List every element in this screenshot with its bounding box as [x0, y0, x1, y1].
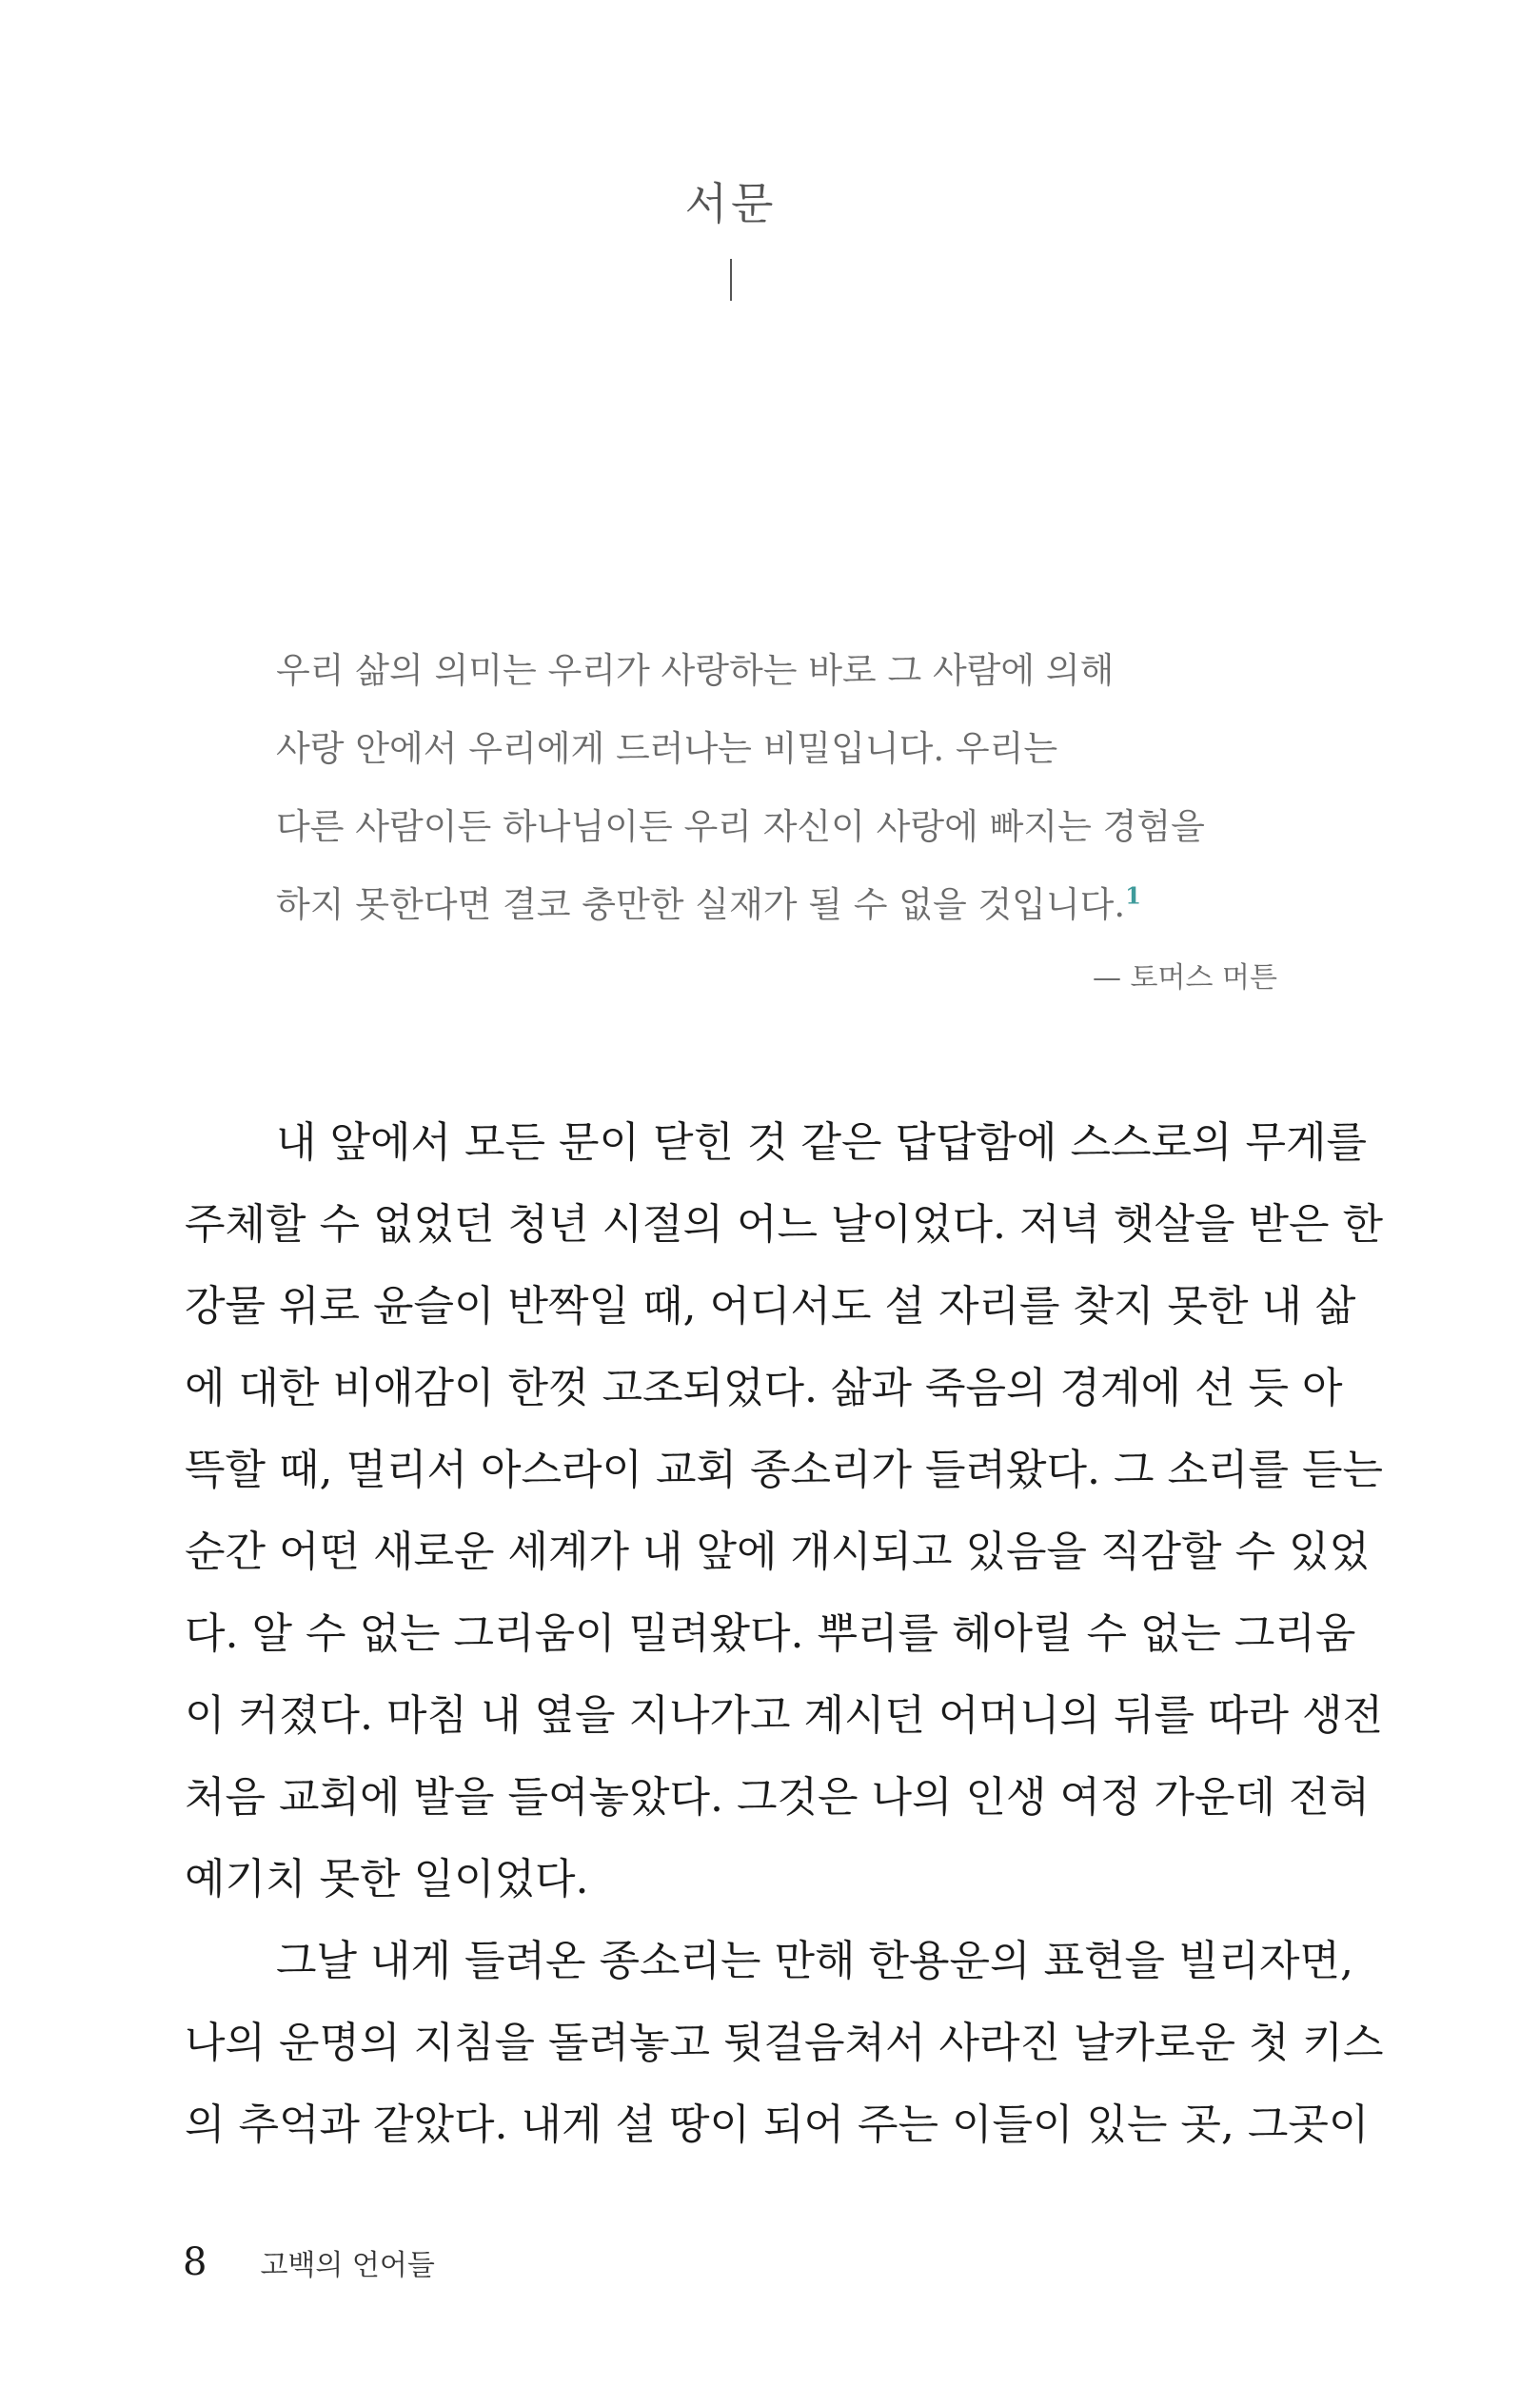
epigraph-line-last	[276, 866, 1285, 944]
paragraph-line: 처음 교회에 발을 들여놓았다. 그것은 나의 인생 여정 가운데 전혀	[185, 1773, 1370, 1822]
epigraph	[276, 632, 1285, 944]
title-divider	[730, 259, 732, 301]
page-number: 8	[183, 2240, 207, 2284]
paragraph-line: 주체할 수 없었던 청년 시절의 어느 날이었다. 저녁 햇살을 받은 한	[185, 1200, 1383, 1249]
paragraph-line: 그날 내게 들려온 종소리는 만해 한용운의 표현을 빌리자면,	[276, 1937, 1353, 1985]
paragraph-line: 뜩할 때, 멀리서 아스라이 교회 종소리가 들려왔다. 그 소리를 듣는	[185, 1446, 1383, 1494]
epigraph-line: 다른 사람이든 하나님이든 우리 자신이 사랑에 빠지는 경험을	[276, 806, 1205, 847]
paragraph-line: 예기치 못한 일이었다.	[185, 1855, 589, 1903]
paragraph-line: 의 추억과 같았다. 내게 설 땅이 되어 주는 이들이 있는 곳, 그곳이	[185, 2100, 1370, 2149]
epigraph-line: 우리 삶의 의미는 우리가 사랑하는 바로 그 사람에 의해	[276, 650, 1115, 691]
chapter-title: 서문	[684, 178, 778, 229]
body-text	[185, 1102, 1384, 2166]
paragraph-line: 강물 위로 윤슬이 반짝일 때, 어디서도 설 자리를 찾지 못한 내 삶	[185, 1282, 1356, 1331]
paragraph-line: 내 앞에서 모든 문이 닫힌 것 같은 답답함에 스스로의 무게를	[276, 1118, 1367, 1167]
paragraph-line: 이 커졌다. 마침 내 옆을 지나가고 계시던 어머니의 뒤를 따라 생전	[185, 1691, 1383, 1740]
footnote-reference[interactable]: 1	[1125, 881, 1141, 910]
paragraph-line: 나의 운명의 지침을 돌려놓고 뒷걸음쳐서 사라진 날카로운 첫 키스	[185, 2019, 1384, 2067]
epigraph-line-text: 하지 못한다면 결코 충만한 실재가 될 수 없을 것입니다.	[276, 884, 1126, 925]
page-footer	[183, 2240, 435, 2292]
epigraph-attribution: — 토머스 머튼	[1093, 961, 1277, 995]
paragraph-line: 다. 알 수 없는 그리움이 밀려왔다. 뿌리를 헤아릴 수 없는 그리움	[185, 1609, 1356, 1658]
epigraph-line: 사랑 안에서 우리에게 드러나는 비밀입니다. 우리는	[276, 728, 1058, 769]
running-title: 고백의 언어들	[260, 2249, 435, 2282]
paragraph-line: 에 대한 비애감이 한껏 고조되었다. 삶과 죽음의 경계에 선 듯 아	[185, 1364, 1343, 1412]
paragraph-line: 순간 어떤 새로운 세계가 내 앞에 개시되고 있음을 직감할 수 있었	[185, 1528, 1370, 1576]
